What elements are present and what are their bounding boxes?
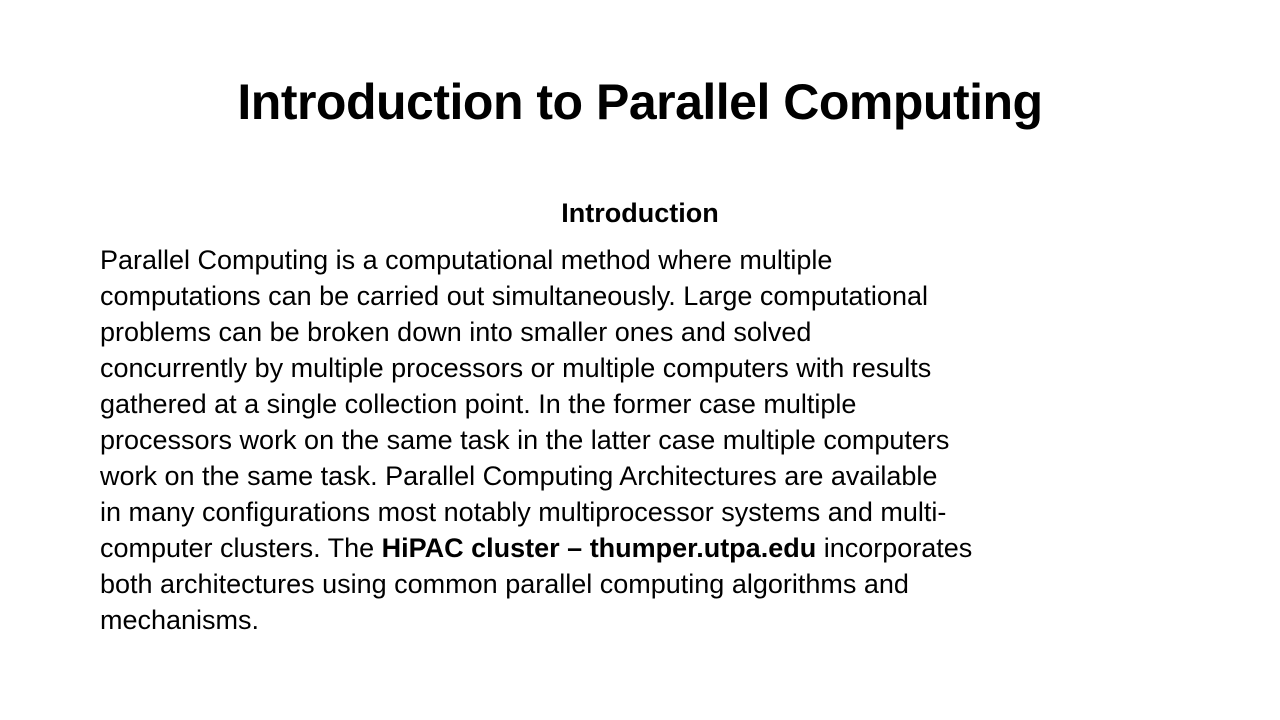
body-line: computations can be carried out simultaneously. Large computational	[100, 281, 928, 311]
section-heading: Introduction	[561, 198, 719, 228]
body-line: both architectures using common parallel computing algorithms and	[100, 569, 909, 599]
cluster-name-bold: HiPAC cluster – thumper.utpa.edu	[381, 533, 817, 563]
body-line: mechanisms.	[100, 605, 260, 635]
body-paragraph	[100, 242, 1190, 638]
body-line: problems can be broken down into smaller ones and solved	[100, 317, 812, 347]
body-line: gathered at a single collection point. In the former case multiple	[100, 389, 857, 419]
slide-title: Introduction to Parallel Computing	[237, 74, 1043, 130]
body-text-segment: computer clusters. The	[100, 533, 382, 563]
body-line: work on the same task. Parallel Computing Architectures are available	[100, 461, 938, 491]
body-line: processors work on the same task in the latter case multiple computers	[100, 425, 950, 455]
body-line-with-bold	[100, 530, 1190, 566]
body-line: concurrently by multiple processors or multiple computers with results	[100, 353, 932, 383]
body-line: Parallel Computing is a computational method where multiple	[100, 245, 833, 275]
body-line: in many configurations most notably multiprocessor systems and multi-	[100, 497, 947, 527]
body-text-segment: incorporates	[816, 533, 973, 563]
